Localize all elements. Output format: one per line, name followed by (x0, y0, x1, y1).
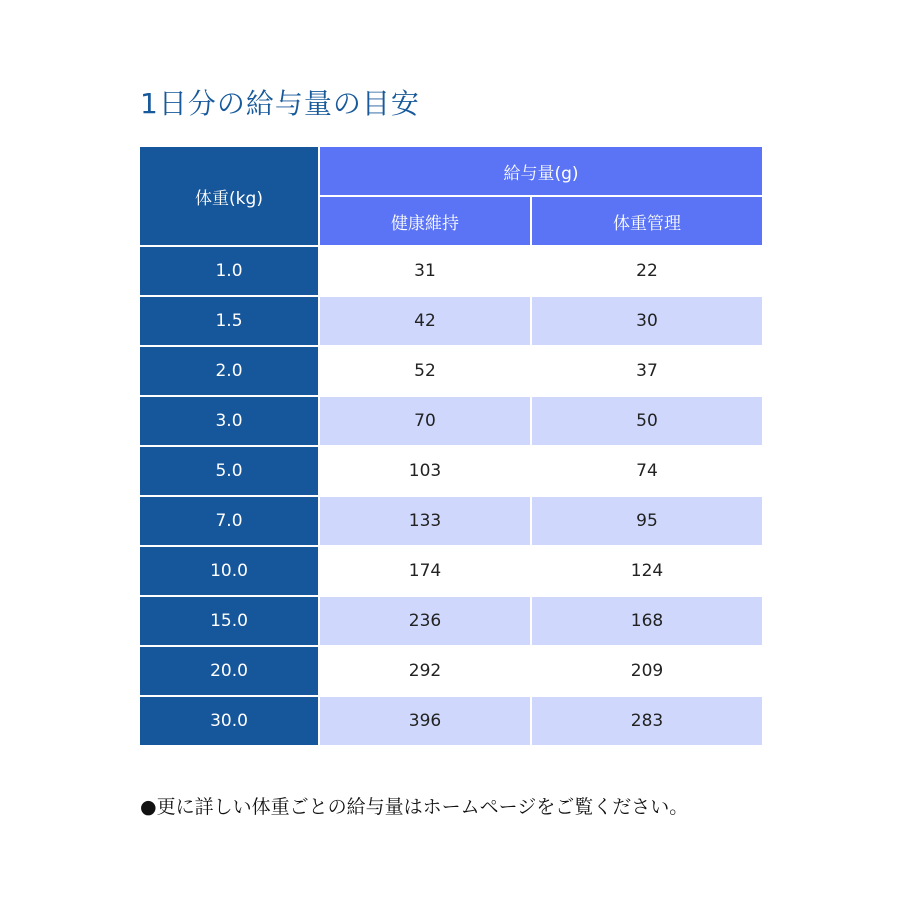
maintain-cell: 70 (319, 396, 531, 446)
control-cell: 50 (531, 396, 763, 446)
table-row (139, 246, 763, 296)
weight-cell: 1.5 (139, 296, 319, 346)
feeding-table (138, 145, 764, 747)
control-cell: 124 (531, 546, 763, 596)
maintain-column-header: 健康維持 (319, 196, 531, 246)
maintain-cell: 31 (319, 246, 531, 296)
control-cell: 283 (531, 696, 763, 746)
maintain-cell: 103 (319, 446, 531, 496)
control-cell: 209 (531, 646, 763, 696)
control-cell: 30 (531, 296, 763, 346)
maintain-cell: 174 (319, 546, 531, 596)
weight-cell: 20.0 (139, 646, 319, 696)
maintain-cell: 396 (319, 696, 531, 746)
control-column-header: 体重管理 (531, 196, 763, 246)
footnote: ●更に詳しい体重ごとの給与量はホームページをご覧ください。 (140, 796, 689, 818)
table-row (139, 546, 763, 596)
table-row (139, 596, 763, 646)
maintain-cell: 42 (319, 296, 531, 346)
maintain-cell: 292 (319, 646, 531, 696)
control-cell: 22 (531, 246, 763, 296)
control-cell: 95 (531, 496, 763, 546)
control-cell: 168 (531, 596, 763, 646)
table-row (139, 496, 763, 546)
feeding-amount-header: 給与量(g) (319, 146, 763, 196)
table-row (139, 346, 763, 396)
weight-cell: 5.0 (139, 446, 319, 496)
table-row (139, 296, 763, 346)
maintain-cell: 52 (319, 346, 531, 396)
weight-cell: 10.0 (139, 546, 319, 596)
page-title: 1日分の給与量の目安 (140, 87, 420, 120)
control-cell: 74 (531, 446, 763, 496)
weight-cell: 15.0 (139, 596, 319, 646)
weight-cell: 2.0 (139, 346, 319, 396)
table-row (139, 696, 763, 746)
weight-cell: 7.0 (139, 496, 319, 546)
table-row (139, 446, 763, 496)
table-row (139, 646, 763, 696)
maintain-cell: 236 (319, 596, 531, 646)
weight-cell: 1.0 (139, 246, 319, 296)
table-row (139, 396, 763, 446)
weight-cell: 3.0 (139, 396, 319, 446)
weight-cell: 30.0 (139, 696, 319, 746)
maintain-cell: 133 (319, 496, 531, 546)
control-cell: 37 (531, 346, 763, 396)
weight-column-header: 体重(kg) (139, 146, 319, 246)
